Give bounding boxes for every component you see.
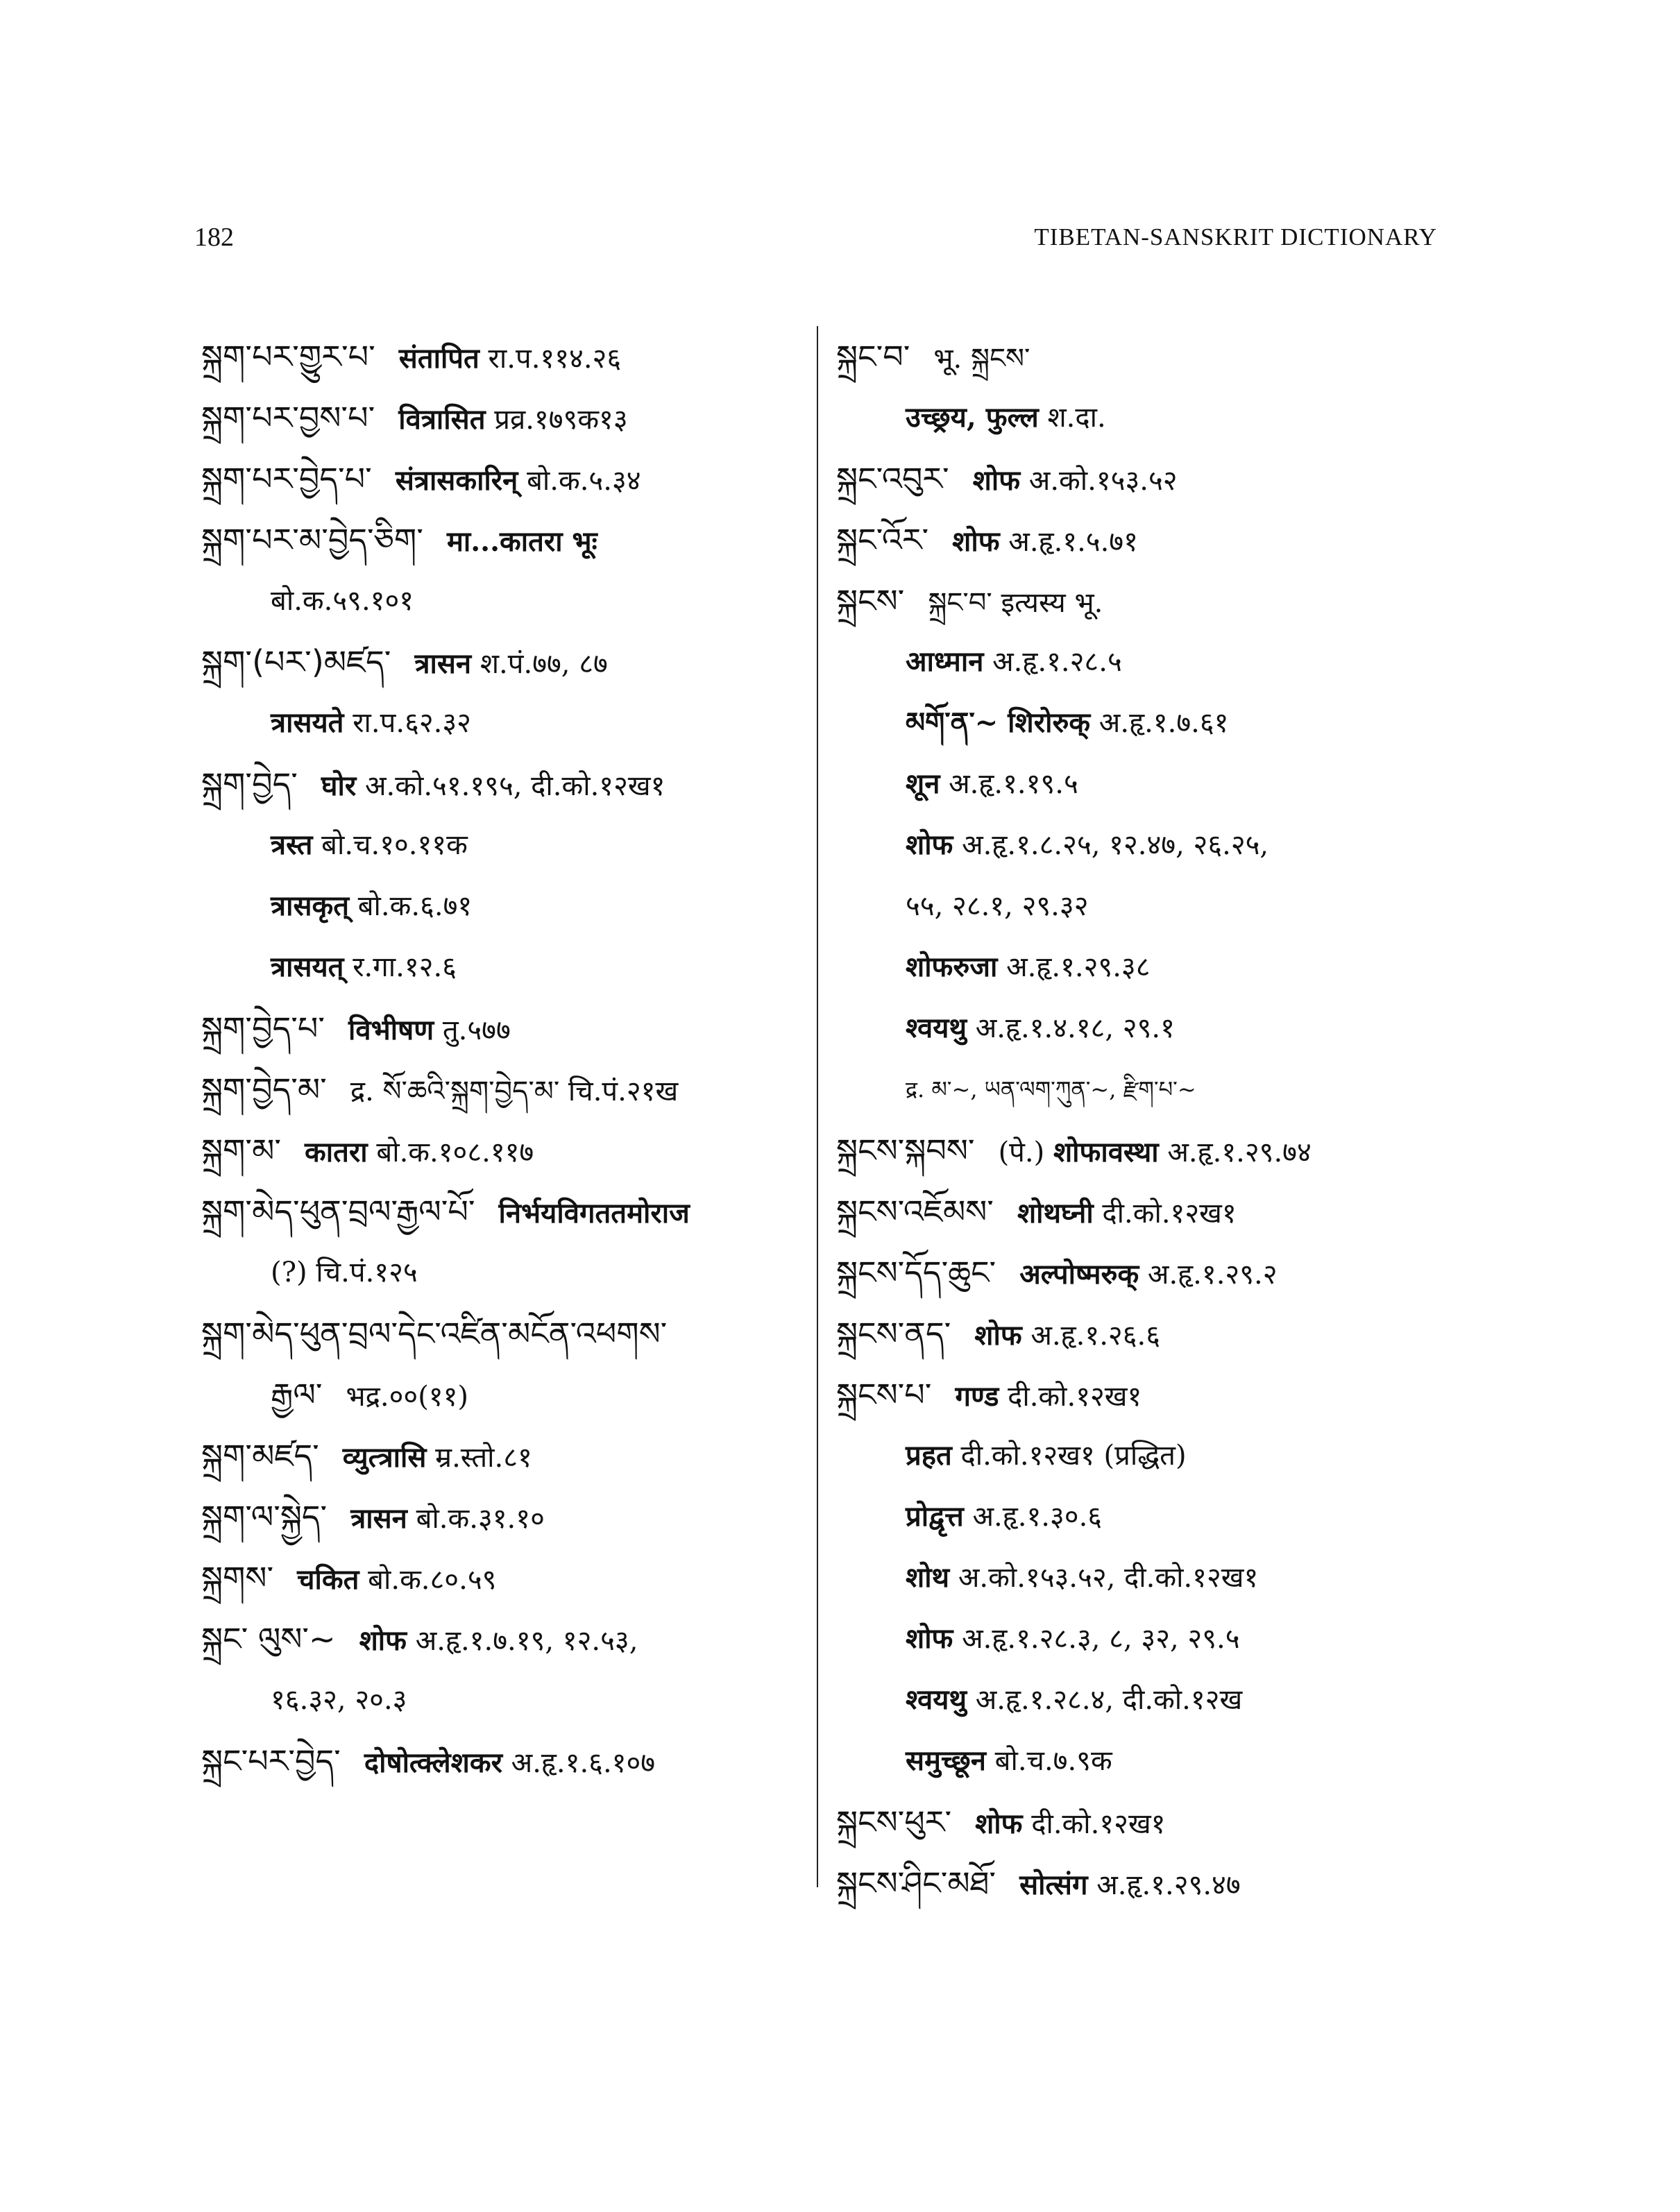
dictionary-entry [201, 326, 812, 387]
source-reference: प्रव्र.१७९क१३ [485, 404, 628, 436]
sanskrit-equivalent: सोत्संग [1019, 1869, 1088, 1901]
dictionary-entry [201, 1486, 812, 1547]
tibetan-headword: སྐྲངས་པ་ [836, 1376, 932, 1413]
dictionary-entry [836, 1181, 1461, 1242]
sanskrit-equivalent: त्रासकृत् [271, 890, 349, 922]
dictionary-entry [201, 1120, 812, 1181]
right-column [836, 326, 1461, 1914]
sanskrit-equivalent: घोर [321, 769, 357, 802]
sanskrit-equivalent: त्रस्त [271, 828, 313, 861]
sanskrit-equivalent: उच्छ्रय, फुल्ल [906, 401, 1039, 434]
source-reference: रा.प.६२.३२ [343, 707, 471, 739]
entry-continuation [836, 998, 1461, 1059]
entry-line [201, 448, 812, 509]
source-reference: बो.च.१०.११क [312, 829, 468, 861]
source-reference: द्र. མ་~, ཡན་ལག་ཀུན་~, རྫིག་པ་~ [906, 1076, 1196, 1103]
sanskrit-equivalent: शोफ [906, 828, 953, 861]
tibetan-headword: སྐྲག་མཛད་ [201, 1437, 319, 1474]
source-reference: अ.हृ.१.२९.४७ [1087, 1869, 1241, 1901]
dictionary-entry [201, 1425, 812, 1486]
dictionary-entry [836, 1364, 1461, 1792]
dictionary-entry [836, 1303, 1461, 1364]
running-head: TIBETAN-SANSKRIT DICTIONARY [1034, 223, 1437, 250]
source-reference: अ.हृ.१.५.७१ [999, 526, 1138, 558]
sanskrit-equivalent: त्रासन [350, 1502, 407, 1535]
tibetan-headword: སྐྲངས་ནད་ [836, 1315, 951, 1352]
entry-continuation [836, 1425, 1461, 1486]
dictionary-entry [201, 1059, 812, 1120]
source-reference: अ.हृ.१.४.१८, २९.१ [967, 1012, 1175, 1044]
source-reference: बो.क.६.७१ [349, 890, 473, 922]
source-reference: दी.को.१२ख१ (प्रद्धित) [951, 1440, 1187, 1472]
source-reference: दी.को.१२ख१ [1022, 1808, 1166, 1840]
sanskrit-equivalent: समुच्छून [906, 1744, 986, 1777]
source-reference: र.गा.१२.६ [343, 951, 457, 983]
sanskrit-equivalent: निर्भयविगततमोराज [498, 1197, 690, 1230]
entry-line [201, 1425, 812, 1486]
dictionary-entry [836, 1792, 1461, 1853]
entry-line [836, 570, 1461, 631]
entry-continuation [836, 1486, 1461, 1547]
entry-continuation [836, 387, 1461, 448]
entry-line [201, 326, 812, 387]
source-reference: बो.क.८०.५९ [359, 1564, 497, 1596]
entry-line [201, 1608, 812, 1669]
dictionary-entry [201, 387, 812, 448]
entry-continuation [836, 692, 1461, 754]
tibetan-headword: སྐྲག་ལ་སྐྱེད་ [201, 1498, 328, 1535]
dictionary-entry [201, 998, 812, 1059]
column-divider [817, 326, 818, 1887]
entry-continuation [201, 815, 812, 876]
dictionary-entry [201, 1730, 812, 1792]
tibetan-headword: སྐྲག་པར་བྱས་པ་ [201, 399, 375, 436]
source-reference: अ.हृ.१.२८.४, दी.को.१२ख [967, 1684, 1243, 1716]
sanskrit-equivalent: शोफ [974, 1319, 1022, 1352]
entry-line [836, 1242, 1461, 1303]
source-reference: अ.हृ.१.३०.६ [963, 1501, 1103, 1533]
entry-continuation [836, 815, 1461, 876]
source-reference: སྐྲང་བ་ इत्यस्य भू. [928, 587, 1103, 619]
entry-continuation [201, 876, 812, 937]
sanskrit-equivalent: शोफ [952, 525, 1000, 558]
sanskrit-equivalent: शोफावस्था [1053, 1136, 1159, 1168]
sanskrit-equivalent: संतापित [398, 342, 480, 375]
dictionary-entry [201, 631, 812, 754]
source-reference: दी.को.१२ख१ [999, 1381, 1142, 1413]
entry-line [201, 754, 812, 815]
entry-line [201, 387, 812, 448]
source-reference: भू. སྐྲངས་ [933, 343, 1030, 375]
entry-continuation [836, 1608, 1461, 1669]
entry-continuation [201, 692, 812, 754]
entry-line [201, 1730, 812, 1792]
sanskrit-equivalent: शोथ [906, 1561, 950, 1594]
tibetan-headword: སྐྲངས་སྐབས་ [836, 1132, 975, 1169]
source-reference: ५५, २८.१, २९.३२ [906, 890, 1089, 922]
entry-line [201, 998, 812, 1059]
dictionary-entry [836, 1242, 1461, 1303]
source-reference: अ.हृ.१.२९.३८ [997, 951, 1151, 983]
entry-line [836, 1853, 1461, 1914]
source-reference: श.पं.७७, ८७ [471, 648, 608, 680]
entry-line [201, 1303, 812, 1364]
dictionary-entry [836, 509, 1461, 570]
sanskrit-equivalent: वित्रासित [398, 403, 486, 436]
left-column [201, 326, 812, 1792]
sanskrit-equivalent: शून [906, 767, 940, 800]
dictionary-entry [201, 1181, 812, 1303]
sanskrit-equivalent: शोफ [359, 1624, 407, 1657]
source-reference: अ.हृ.१.८.२५, १२.४७, २६.२५, [953, 829, 1269, 861]
tibetan-headword: སྐྲངས་ཕུར་ [836, 1803, 952, 1841]
page-number: 182 [194, 223, 234, 252]
entry-continuation [836, 876, 1461, 937]
source-reference: अ.हृ.१.२९.२ [1139, 1259, 1278, 1291]
tibetan-headword: སྐྲངས་དོད་ཆུང་ [836, 1254, 996, 1291]
source-reference: अ.हृ.१.६.१०७ [502, 1747, 656, 1779]
tibetan-headword: སྐྲག་པར་བྱེད་པ་ [201, 460, 372, 497]
sanskrit-equivalent: शोफ [972, 464, 1021, 497]
sanskrit-equivalent: प्रहत [906, 1439, 952, 1472]
sanskrit-equivalent: མགོ་ན་~ शिरोरुक् [906, 706, 1091, 739]
dictionary-entry [201, 509, 812, 631]
tibetan-headword: སྐྲག་བྱེད་པ་ [201, 1010, 325, 1047]
tibetan-headword: སྐྲག་མེད་ཕུན་བྲལ་རྒྱལ་པོ་ [201, 1193, 475, 1230]
tibetan-headword: སྐྲག་པར་མ་བྱེད་ཅིག་ [201, 521, 423, 559]
sanskrit-equivalent: श्वयथु [906, 1683, 967, 1716]
tibetan-headword: སྐྲགས་ [201, 1559, 274, 1597]
entry-line [201, 1486, 812, 1547]
tibetan-headword: སྐྲངས་འཇོམས་ [836, 1193, 994, 1230]
entry-line [836, 326, 1461, 387]
source-reference: अ.को.१५३.५२, दी.को.१२ख१ [949, 1562, 1259, 1594]
entry-continuation [836, 1669, 1461, 1730]
entry-line [836, 1303, 1461, 1364]
dictionary-entry [201, 1608, 812, 1730]
entry-continuation [836, 937, 1461, 998]
entry-line [201, 631, 812, 692]
sanskrit-equivalent: व्युत्त्रासि [342, 1441, 427, 1474]
entry-continuation [836, 1059, 1461, 1120]
source-reference: बो.क.५९.१०१ [271, 585, 414, 617]
sanskrit-equivalent: शोफ [975, 1807, 1023, 1840]
source-reference: (पे.) [998, 1137, 1053, 1168]
tibetan-headword: སྐྲང་ ལུས་~ [201, 1620, 336, 1658]
entry-continuation [836, 631, 1461, 692]
tibetan-headword: སྐྲང་འོར་ [836, 521, 929, 559]
source-reference: श.दा. [1038, 402, 1106, 434]
source-reference: अ.को.१५३.५२ [1020, 465, 1178, 497]
dictionary-entry [836, 1120, 1461, 1181]
dictionary-entry [201, 448, 812, 509]
entry-continuation [836, 1730, 1461, 1792]
sanskrit-equivalent: प्रोद्वृत्त [906, 1500, 964, 1533]
tibetan-headword: སྐྲག་བྱེད་མ་ [201, 1071, 327, 1108]
sanskrit-equivalent: श्वयथु [906, 1012, 967, 1044]
source-reference: बो.च.७.९क [985, 1745, 1112, 1777]
source-reference: अ.हृ.१.२९.७४ [1158, 1137, 1312, 1168]
tibetan-headword: སྐྲང་བ་ [836, 338, 910, 375]
entry-line [201, 1181, 812, 1242]
tibetan-headword: སྐྲང་པར་བྱེད་ [201, 1742, 341, 1780]
dictionary-entry [836, 1853, 1461, 1914]
source-reference: अ.हृ.१.७.१९, १२.५३, [407, 1625, 638, 1657]
entry-line [836, 1792, 1461, 1853]
entry-continuation [201, 1364, 812, 1425]
sanskrit-equivalent: संत्रासकारिन् [395, 464, 518, 497]
source-reference: १६.३२, २०.३ [271, 1684, 407, 1716]
sanskrit-equivalent: त्रासयते [271, 706, 344, 739]
sanskrit-equivalent: गण्ड [955, 1380, 999, 1413]
dictionary-entry [836, 326, 1461, 448]
source-reference: बो.क.३१.१० [407, 1503, 545, 1535]
sanskrit-equivalent: त्रासयत् [271, 951, 344, 983]
tibetan-headword: སྐྲང་འབུར་ [836, 460, 949, 497]
source-reference: द्र. སོ་ཆའི་སྐྲག་བྱེད་མ་ चि.पं.२१ख [350, 1075, 679, 1107]
entry-line [201, 509, 812, 570]
dictionary-entry [201, 1303, 812, 1425]
source-reference: अ.हृ.१.७.६१ [1090, 707, 1229, 739]
sanskrit-equivalent: अल्पोष्मरुक् [1019, 1258, 1139, 1291]
sanskrit-equivalent: शोथघ्नी [1017, 1197, 1094, 1230]
entry-line [201, 1059, 812, 1120]
source-reference: अ.हृ.१.१९.५ [940, 768, 1078, 800]
sanskrit-equivalent: विभीषण [348, 1014, 434, 1046]
sanskrit-equivalent: मा...कातरा भूः [446, 525, 597, 558]
source-reference: बो.क.५.३४ [518, 465, 641, 497]
source-reference: अ.हृ.१.२८.३, ८, ३२, २९.५ [953, 1623, 1240, 1655]
entry-continuation [201, 1242, 812, 1303]
entry-continuation [201, 570, 812, 631]
tibetan-headword: སྐྲག་མེད་ཕུན་བྲལ་དེང་འཛིན་མངོན་འཕགས་ [201, 1315, 668, 1352]
tibetan-headword: སྐྲངས་ཤིང་མཐོ་ [836, 1864, 996, 1902]
source-reference: रा.प.११४.२६ [479, 343, 622, 375]
entry-continuation [836, 1547, 1461, 1608]
source-reference: बो.क.१०८.११७ [367, 1137, 534, 1168]
tibetan-headword: སྐྲག་པར་གྱུར་པ་ [201, 338, 375, 375]
entry-line [836, 1181, 1461, 1242]
sanskrit-equivalent: कातरा [305, 1136, 368, 1168]
entry-line [836, 509, 1461, 570]
source-reference: अ.को.५१.१९५, दी.को.१२ख१ [356, 770, 665, 802]
source-reference: म्र.स्तो.८१ [426, 1442, 532, 1474]
entry-continuation [201, 1669, 812, 1730]
tibetan-headword: སྐྲག་(པར་)མཛད་ [201, 643, 391, 681]
entry-line [836, 448, 1461, 509]
source-reference: (?) चि.पं.१२५ [271, 1257, 418, 1288]
tibetan-headword: རྒྱལ་ [271, 1376, 323, 1413]
dictionary-entry [836, 570, 1461, 1120]
sanskrit-equivalent: आध्मान [906, 645, 984, 678]
tibetan-headword: སྐྲག་མ་ [201, 1132, 282, 1169]
entry-line [836, 1364, 1461, 1425]
source-reference: अ.हृ.१.२६.६ [1021, 1320, 1161, 1352]
sanskrit-equivalent: शोफ [906, 1622, 953, 1655]
source-reference: अ.हृ.१.२८.५ [983, 646, 1122, 678]
entry-line [201, 1120, 812, 1181]
entry-continuation [836, 754, 1461, 815]
source-reference: भद्र.००(११) [346, 1381, 469, 1413]
sanskrit-equivalent: दोषोत्क्लेशकर [364, 1746, 502, 1779]
dictionary-entry [836, 448, 1461, 509]
sanskrit-equivalent: शोफरुजा [906, 951, 998, 983]
tibetan-headword: སྐྲག་བྱེད་ [201, 765, 298, 803]
source-reference: तु.५७७ [434, 1014, 511, 1046]
entry-continuation [201, 937, 812, 998]
entry-line [201, 1547, 812, 1608]
entry-line [836, 1120, 1461, 1181]
dictionary-entry [201, 1547, 812, 1608]
dictionary-entry [201, 754, 812, 998]
sanskrit-equivalent: चकित [297, 1563, 359, 1596]
sanskrit-equivalent: त्रासन [414, 647, 472, 680]
source-reference: दी.को.१२ख१ [1093, 1198, 1237, 1230]
tibetan-headword: སྐྲངས་ [836, 582, 905, 620]
